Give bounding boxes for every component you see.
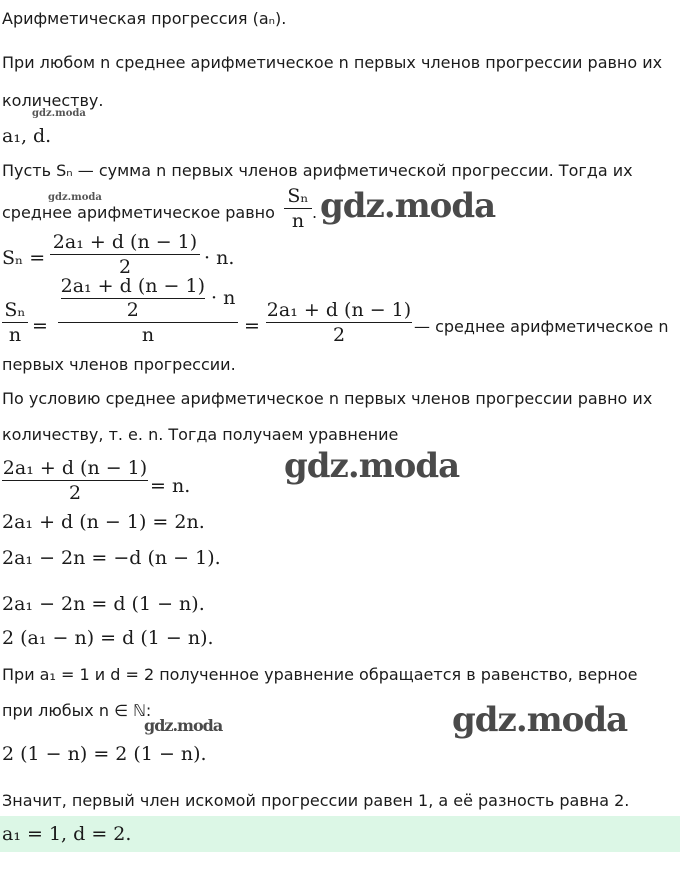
fraction-sn-over-n: [284, 184, 312, 233]
watermark-small: gdz.moda: [32, 108, 86, 119]
period: .: [312, 203, 318, 222]
watermark-large: gdz.moda: [284, 446, 460, 486]
line-first-members: первых членов прогрессии.: [2, 355, 236, 374]
eq5: 2a₁ − 2n = −d (n − 1).: [2, 547, 221, 569]
answer-box: [0, 816, 680, 852]
eq2-lhs-numerator: Sₙ: [4, 299, 26, 321]
watermark-large: gdz.moda: [320, 186, 496, 226]
watermark-small: gdz.moda: [48, 192, 102, 203]
line-given-vars: a₁, d.: [2, 125, 52, 147]
eq2-rhs-fraction: [266, 298, 412, 347]
eq2-rhs-numerator: 2a₁ + d (n − 1): [266, 299, 412, 321]
eq6: 2a₁ − 2n = d (1 − n).: [2, 593, 205, 615]
eq2-mid-denominator: n: [141, 324, 155, 346]
eq2-mid-multiplier: · n: [211, 287, 236, 309]
line-conclusion: Значит, первый член искомой прогрессии равен 1, а её разность равна 2.: [2, 791, 630, 810]
eq3-rhs: = n.: [150, 475, 191, 497]
line-mean-equals: среднее арифметическое равно: [2, 203, 275, 222]
eq3-numerator: 2a₁ + d (n − 1): [2, 457, 148, 479]
eq3-fraction: [2, 456, 148, 505]
line-title: Арифметическая прогрессия (aₙ).: [2, 9, 287, 28]
fraction-numerator: Sₙ: [287, 185, 309, 207]
equals-sign: =: [32, 315, 48, 337]
eq2-tail: — среднее арифметическое n: [414, 317, 669, 336]
line-by-condition: По условию среднее арифметическое n первых членов прогрессии равно их: [2, 389, 653, 408]
equals-sign: =: [244, 315, 260, 337]
eq3-denominator: 2: [68, 482, 82, 504]
line-for-any-n: при любых n ∈ ℕ:: [2, 701, 152, 720]
eq1-lhs: Sₙ =: [2, 247, 46, 269]
line-statement-cont: количеству.: [2, 91, 104, 110]
eq1-rhs: · n.: [204, 247, 235, 269]
answer-text: a₁ = 1, d = 2.: [2, 823, 132, 845]
eq1-fraction: [50, 230, 200, 279]
eq4: 2a₁ + d (n − 1) = 2n.: [2, 511, 205, 533]
eq1-denominator: 2: [118, 256, 132, 278]
line-statement: При любом n среднее арифметическое n первых членов прогрессии равно их: [2, 53, 663, 72]
eq2-lhs-denominator: n: [8, 324, 22, 346]
eq8: 2 (1 − n) = 2 (1 − n).: [2, 743, 207, 765]
line-substitute: При a₁ = 1 и d = 2 полученное уравнение обращается в равенство, верное: [2, 665, 638, 684]
line-let-sn: Пусть Sₙ — сумма n первых членов арифметической прогрессии. Тогда их: [2, 161, 633, 180]
eq2-mid-inner-numerator: 2a₁ + d (n − 1): [60, 275, 205, 297]
watermark-large: gdz.moda: [452, 700, 628, 740]
eq7: 2 (a₁ − n) = d (1 − n).: [2, 627, 214, 649]
eq2-mid-inner-denominator: 2: [126, 299, 139, 321]
line-get-equation: количеству, т. е. n. Тогда получаем уравнение: [2, 425, 399, 444]
eq1-numerator: 2a₁ + d (n − 1): [52, 231, 198, 253]
watermark-medium: gdz.moda: [144, 716, 223, 735]
eq2-mid-numerator: [58, 274, 238, 322]
fraction-denominator: n: [291, 210, 305, 232]
eq2-rhs-denominator: 2: [332, 324, 346, 346]
eq2-mid-fraction: [58, 274, 238, 347]
eq2-lhs-fraction: [2, 298, 28, 347]
